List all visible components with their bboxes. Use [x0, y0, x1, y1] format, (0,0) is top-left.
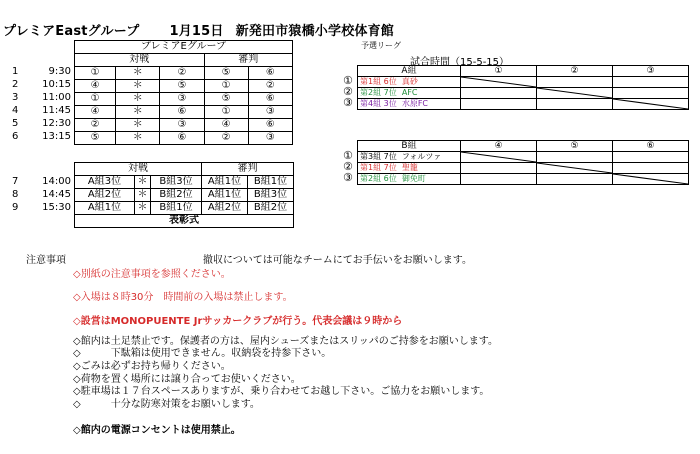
- self-cell: [537, 163, 613, 174]
- event-date: 1月15日: [169, 24, 224, 39]
- team-cell: [358, 99, 461, 110]
- team-b: ⑥: [160, 132, 204, 145]
- result-cell: [461, 163, 537, 174]
- schedule-bottom-table: [74, 162, 294, 228]
- col-header: ④: [461, 141, 537, 152]
- prelim-label: 予選リーグ: [361, 41, 401, 50]
- table-row: [358, 163, 689, 174]
- self-cell: [461, 152, 537, 163]
- note-item: ◇入場は８時30分 時間前の入場は禁止します。: [73, 292, 293, 303]
- team-cell: [358, 152, 461, 163]
- note-item: ◇設営はMONOPUENTE Jrサッカークラブが行う。代表会議は９時から: [73, 316, 403, 327]
- team-cell: [358, 77, 461, 88]
- team-b: ⑤: [160, 80, 204, 93]
- vs-mark: ＊: [116, 67, 160, 80]
- result-cell: [461, 99, 537, 110]
- self-cell: [613, 174, 689, 185]
- match-time: 15:30: [42, 202, 71, 213]
- referee-1: ②: [204, 132, 248, 145]
- note-item: ◇ 下駄箱は使用できません。収納袋を持参下さい。: [73, 348, 332, 359]
- team-a: ①: [75, 93, 116, 106]
- vs-mark: ＊: [135, 189, 151, 202]
- note-item: ◇館内は土足禁止です。保護者の方は、屋内シューズまたはスリッパのご持参をお願いします。: [73, 336, 498, 347]
- result-cell: [461, 88, 537, 99]
- result-cell: [613, 88, 689, 99]
- match-number: 8: [12, 189, 19, 200]
- referee-2: ③: [248, 106, 292, 119]
- referee-1: A組1位: [202, 189, 248, 202]
- referee-2: ⑥: [248, 93, 292, 106]
- referee-2: ⑥: [248, 67, 292, 80]
- page-title: [3, 20, 394, 39]
- referee-1: A組1位: [202, 176, 248, 189]
- team-name: フォルツァ: [401, 152, 442, 161]
- team-name: AFC: [401, 88, 418, 97]
- vs-mark: ＊: [116, 132, 160, 145]
- referee-2: ②: [248, 80, 292, 93]
- team-seed: 第1組 7位: [360, 163, 397, 172]
- team-b: ②: [160, 67, 204, 80]
- self-cell: [613, 99, 689, 110]
- notes-heading: 注意事項: [26, 255, 66, 266]
- result-cell: [613, 152, 689, 163]
- team-a: ④: [75, 106, 116, 119]
- vs-mark: ＊: [135, 176, 151, 189]
- col-header: ③: [613, 66, 689, 77]
- self-cell: [537, 88, 613, 99]
- team-seed: 第1組 6位: [360, 77, 397, 86]
- table-row: [75, 80, 293, 93]
- team-cell: [358, 163, 461, 174]
- team-name: 水原FC: [401, 99, 429, 108]
- group-label: プレミアEグループ: [75, 41, 293, 54]
- match-number: 9: [12, 202, 19, 213]
- match-number: 6: [12, 131, 19, 142]
- result-cell: [613, 77, 689, 88]
- self-cell: [461, 77, 537, 88]
- team-seed: 第2組 7位: [360, 88, 397, 97]
- team-a: ②: [75, 119, 116, 132]
- col-header: ⑥: [613, 141, 689, 152]
- table-row: [75, 189, 294, 202]
- vs-mark: ＊: [116, 93, 160, 106]
- team-seed: 第3組 7位: [360, 152, 397, 161]
- referee-2: B組2位: [248, 202, 294, 215]
- table-row: [358, 99, 689, 110]
- match-time: 13:15: [42, 131, 71, 142]
- team-name: 聖籠: [401, 163, 418, 172]
- group-b-label: B組: [358, 141, 461, 152]
- team-mark: ①: [343, 149, 353, 162]
- match-number: 3: [12, 92, 19, 103]
- team-b: ⑥: [160, 106, 204, 119]
- table-row: [75, 119, 293, 132]
- col-header: ①: [461, 66, 537, 77]
- note-item: ◇館内の電源コンセントは使用禁止。: [73, 425, 241, 436]
- team-mark: ②: [343, 85, 353, 98]
- match-number: 1: [12, 66, 19, 77]
- team-b: ③: [160, 119, 204, 132]
- result-cell: [613, 163, 689, 174]
- team-a: A組1位: [75, 202, 135, 215]
- result-cell: [461, 174, 537, 185]
- note-item: ◇荷物を置く場所には譲り合ってお使いください。: [73, 374, 301, 385]
- table-row: [75, 202, 294, 215]
- result-cell: [537, 174, 613, 185]
- vs-mark: ＊: [116, 119, 160, 132]
- table-row: [358, 77, 689, 88]
- vs-mark: ＊: [116, 106, 160, 119]
- team-seed: 第4組 3位: [360, 99, 397, 108]
- match-time: 10:15: [42, 79, 71, 90]
- match-number: 7: [12, 176, 19, 187]
- team-mark: ②: [343, 160, 353, 173]
- team-mark: ①: [343, 74, 353, 87]
- referee-header: 審判: [204, 54, 292, 67]
- match-time: 9:30: [48, 66, 71, 77]
- match-number: 4: [12, 105, 19, 116]
- referee-1: ④: [204, 119, 248, 132]
- table-row: [358, 174, 689, 185]
- result-cell: [537, 152, 613, 163]
- vs-mark: ＊: [135, 202, 151, 215]
- referee-1: ①: [204, 80, 248, 93]
- team-a: ④: [75, 80, 116, 93]
- col-header: ②: [537, 66, 613, 77]
- note-item: ◇駐車場は１７台スペースありますが、乗り合わせてお越し下さい。ご協力をお願いします。: [73, 386, 490, 397]
- team-a: A組3位: [75, 176, 135, 189]
- note-item: ◇別紙の注意事項を参照ください。: [73, 269, 231, 280]
- result-cell: [537, 99, 613, 110]
- schedule-top-table: [74, 40, 293, 145]
- referee-2: B組1位: [248, 176, 294, 189]
- team-b: B組2位: [151, 189, 202, 202]
- venue-name: 新発田市猿橋小学校体育館: [235, 24, 394, 39]
- table-row: [75, 93, 293, 106]
- referee-1: ①: [204, 106, 248, 119]
- notes-intro: 撤収については可能なチームにてお手伝いをお願いします。: [203, 255, 472, 266]
- note-item: ◇ 十分な防寒対策をお願いします。: [73, 399, 260, 410]
- match-header: 対戦: [75, 163, 202, 176]
- match-time: 11:00: [42, 92, 71, 103]
- vs-mark: ＊: [116, 80, 160, 93]
- team-name: 真砂: [401, 77, 418, 86]
- table-row: [358, 88, 689, 99]
- match-duration: 試合時間（15-5-15）: [410, 57, 510, 68]
- col-header: ⑤: [537, 141, 613, 152]
- table-row: [75, 67, 293, 80]
- referee-1: ⑤: [204, 67, 248, 80]
- team-a: ①: [75, 67, 116, 80]
- referee-1: A組2位: [202, 202, 248, 215]
- match-number: 2: [12, 79, 19, 90]
- team-b: B組3位: [151, 176, 202, 189]
- note-item: ◇ごみは必ずお持ち帰りください。: [73, 361, 231, 372]
- team-b: B組1位: [151, 202, 202, 215]
- match-time: 14:45: [42, 189, 71, 200]
- referee-1: ⑤: [204, 93, 248, 106]
- team-a: ⑤: [75, 132, 116, 145]
- team-mark: ③: [343, 171, 353, 184]
- referee-header: 審判: [202, 163, 294, 176]
- team-a: A組2位: [75, 189, 135, 202]
- match-time: 12:30: [42, 118, 71, 129]
- match-time: 11:45: [42, 105, 71, 116]
- table-row: [75, 132, 293, 145]
- result-cell: [537, 77, 613, 88]
- team-cell: [358, 88, 461, 99]
- referee-2: B組3位: [248, 189, 294, 202]
- group-a-label: A組: [358, 66, 461, 77]
- league-name: プレミアEastグループ: [3, 24, 140, 39]
- group-a-table: [357, 65, 689, 110]
- match-header: 対戦: [75, 54, 205, 67]
- table-row: [75, 106, 293, 119]
- ceremony-label: 表彰式: [75, 215, 294, 228]
- table-row: [358, 152, 689, 163]
- match-number: 5: [12, 118, 19, 129]
- team-seed: 第2組 6位: [360, 174, 397, 183]
- match-time: 14:00: [42, 176, 71, 187]
- referee-2: ③: [248, 132, 292, 145]
- table-row: [75, 176, 294, 189]
- team-b: ③: [160, 93, 204, 106]
- team-cell: [358, 174, 461, 185]
- team-mark: ③: [343, 96, 353, 109]
- team-name: 御免町: [401, 174, 426, 183]
- group-b-table: [357, 140, 689, 185]
- referee-2: ⑥: [248, 119, 292, 132]
